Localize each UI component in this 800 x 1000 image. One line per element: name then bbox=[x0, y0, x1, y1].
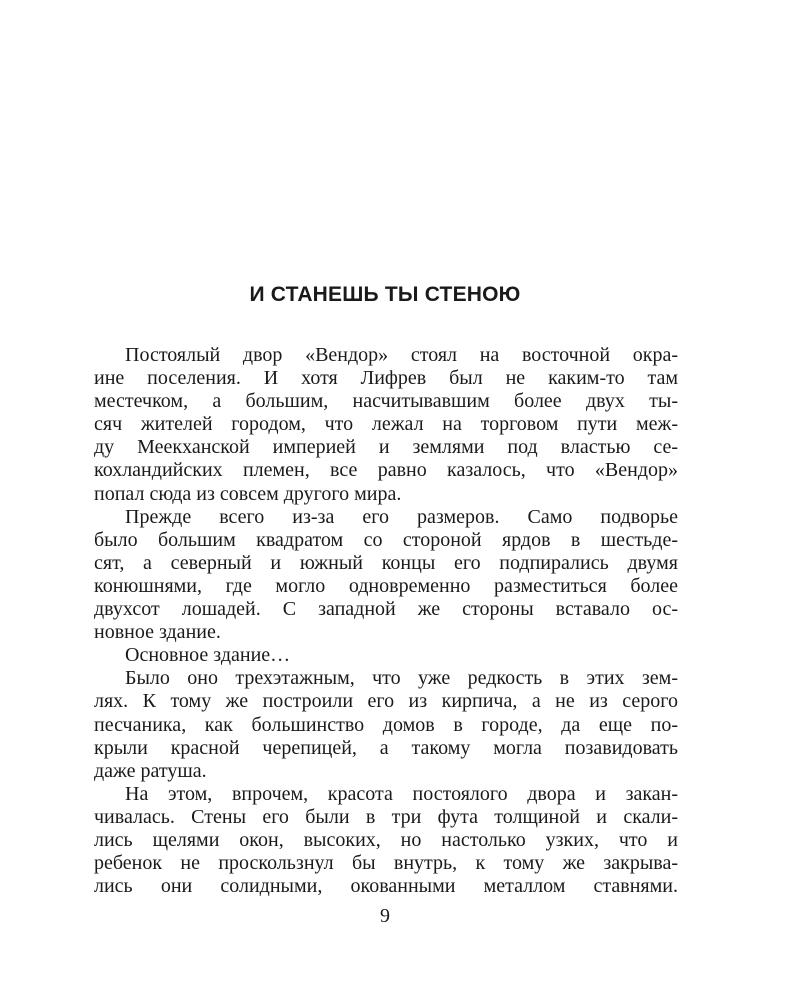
page-number: 9 bbox=[380, 905, 390, 927]
text-line: песчаника, как большинство домов в городе, да еще по- bbox=[94, 713, 678, 736]
text-line: крыли красной черепицей, а такому могла позавидовать bbox=[94, 736, 678, 759]
text-line: местечком, а большим, насчитывавшим более двух ты- bbox=[94, 390, 678, 413]
text-line: лись щелями окон, высоких, но настолько узких, что и bbox=[94, 828, 678, 851]
text-line: Прежде всего из-за его размеров. Само подворье bbox=[125, 505, 678, 528]
text-line: чивалась. Стены его были в три фута толщиной и скали- bbox=[94, 805, 678, 828]
text-line: даже ратуша. bbox=[94, 759, 207, 782]
text-line: сяч жителей городом, что лежал на торговом пути меж- bbox=[94, 413, 678, 436]
body-text bbox=[94, 344, 678, 898]
text-line: лись они солидными, окованными металлом ставнями. bbox=[94, 875, 678, 898]
text-line: лях. К тому же построили его из кирпича, а не из серого bbox=[94, 690, 678, 713]
text-line: новное здание. bbox=[94, 621, 221, 644]
text-line: двухсот лошадей. С западной же стороны вставало ос- bbox=[94, 598, 678, 621]
text-line: ине поселения. И хотя Лифрев был не каким-то там bbox=[94, 367, 678, 390]
text-line: конюшнями, где могло одновременно разместиться более bbox=[94, 574, 678, 597]
chapter-title: И СТАНЕШЬ ТЫ СТЕНОЮ bbox=[249, 283, 521, 306]
text-line: Было оно трехэтажным, что уже редкость в этих зем- bbox=[125, 667, 678, 690]
text-line: сят, а северный и южный концы его подпирались двумя bbox=[94, 551, 678, 574]
text-line: было большим квадратом со стороной ярдов в шестьде- bbox=[94, 528, 678, 551]
text-line: ду Меекханской империей и землями под властью се- bbox=[94, 436, 678, 459]
text-line: попал сюда из совсем другого мира. bbox=[94, 482, 402, 505]
text-line: На этом, впрочем, красота постоялого двора и закан- bbox=[125, 782, 678, 805]
text-line: Основное здание… bbox=[125, 644, 291, 667]
text-line: ребенок не проскользнул бы внутрь, к тому же закрыва- bbox=[94, 852, 678, 875]
text-line: Постоялый двор «Вендор» стоял на восточной окра- bbox=[125, 344, 678, 366]
text-line: кохландийских племен, все равно казалось, что «Вендор» bbox=[94, 459, 678, 482]
